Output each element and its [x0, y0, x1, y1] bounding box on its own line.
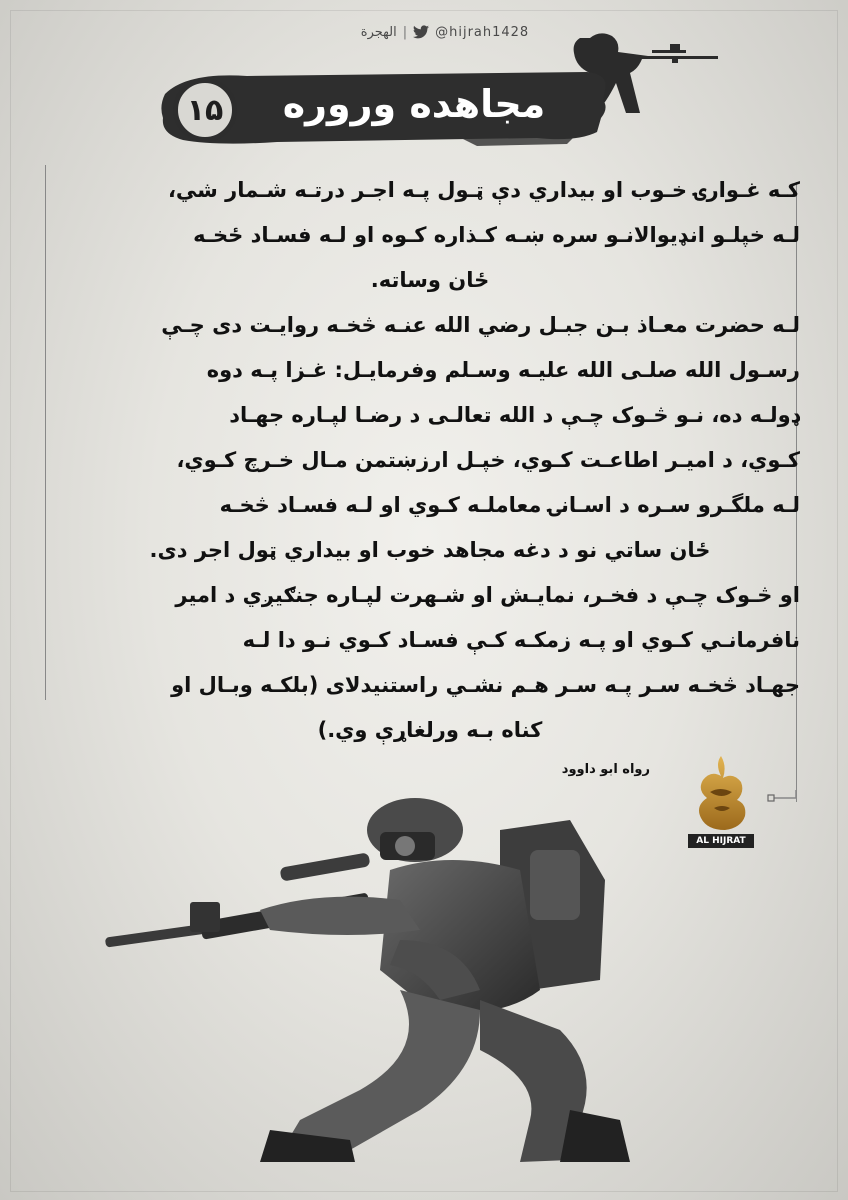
text-line: لـه خپلـو انډيوالانـو سره ښـه كـذاره كـوه او لـه فسـاد ځخـه: [193, 223, 800, 247]
brand-label: الهجرة: [360, 24, 397, 40]
title-banner: [157, 66, 612, 148]
twitter-icon: [413, 25, 429, 39]
text-line: جهـاد څخـه سـر پـه سـر هـم نشـي راستنيدلای (بلكـه وبـال او: [171, 673, 800, 697]
text-line: لـه ملگـرو سـره د اسـانۍ معاملـه كـوي او لـه فسـاد څخـه: [219, 493, 800, 517]
source-reference: رواه ابو داوود: [561, 762, 650, 777]
text-line: رسـول الله صلـى الله عليـه وسـلم وفرمايـل: غـزا پـه دوه: [206, 358, 800, 382]
alhijrat-logo: [688, 752, 754, 848]
separator: |: [402, 24, 408, 40]
page-title: مجاهده وروره: [282, 82, 546, 126]
left-border-line: [45, 165, 46, 700]
social-handle: @hijrah1428: [435, 24, 530, 40]
social-header: [335, 20, 555, 44]
text-line: لـه حضرت معـاذ بـن جبـل رضي الله عنـه څخـه روايـت دى چـې: [161, 313, 800, 337]
text-line: كناه بـه ورلغاړې وي.): [317, 718, 543, 742]
text-line: كـوي، د اميـر اطاعـت كـوي، خپـل ارزښتمن مـال خـرچ كـوي،: [176, 448, 800, 472]
calligraphy-emblem: [688, 752, 754, 834]
text-line: ډولـه ده، نـو څـوک چـې د الله تعالـى د رضـا لپـاره جهـاد: [229, 403, 800, 427]
soldier-illustration: [100, 790, 660, 1180]
text-line: نافرمانـي كـوي او پـه زمكـه كـې فسـاد كـوي نـو دا لـه: [242, 628, 800, 652]
issue-number-badge: ۱۵: [173, 78, 237, 142]
logo-caption: AL HIJRAT: [688, 834, 754, 848]
text-line: ځان وساته.: [370, 268, 490, 292]
hadith-text: [60, 168, 800, 750]
text-line: ځان ساتي نو د دغه مجاهد خوب او بيداري ټول اجر دى.: [149, 538, 711, 562]
text-line: او څـوک چـې د فخـر، نمايـش او شـهرت لپـاره جنګيږي د امير: [175, 583, 800, 607]
text-line: كـه غـوارۍ خـوب او بيداري دې ټـول پـه اجـر درتـه شـمار شي،: [167, 178, 800, 202]
corner-ornament: [760, 790, 800, 810]
